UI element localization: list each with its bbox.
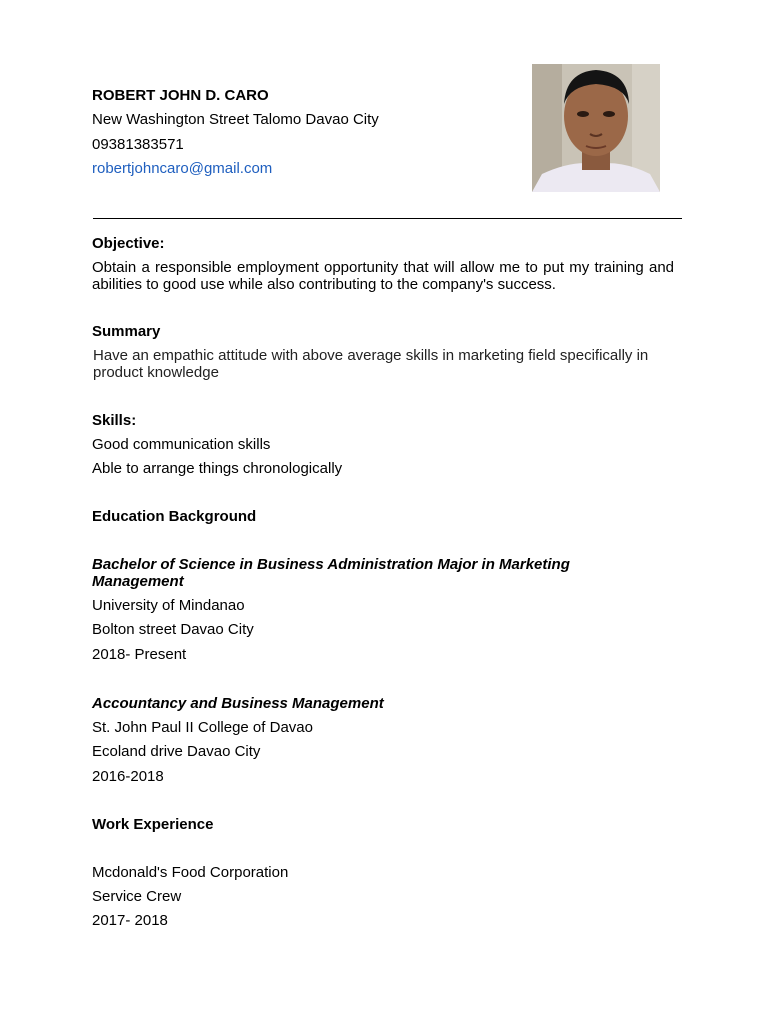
applicant-name: ROBERT JOHN D. CARO [92, 87, 269, 104]
skill-item: Good communication skills [92, 436, 271, 453]
phone-number: 09381383571 [92, 136, 184, 153]
school-years: 2018- Present [92, 646, 187, 663]
school-years: 2016-2018 [92, 768, 164, 785]
school-name: University of Mindanao [92, 597, 245, 614]
skills-heading: Skills: [92, 412, 137, 429]
header-divider [93, 218, 682, 219]
degree-title: Accountancy and Business Management [92, 695, 384, 712]
degree-title: Bachelor of Science in Business Administration Major in Marketing Management [92, 556, 570, 590]
school-address: Ecoland drive Davao City [92, 743, 261, 760]
summary-heading: Summary [92, 323, 161, 340]
work-years: 2017- 2018 [92, 912, 168, 929]
education-heading: Education Background [92, 508, 257, 525]
job-position: Service Crew [92, 888, 182, 905]
objective-text: Obtain a responsible employment opportunity that will allow me to put my training and abilities to good use while also contributing to the company's success. [92, 259, 674, 293]
summary-text: Have an empathic attitude with above average skills in marketing field specifically in product knowledge [93, 347, 649, 381]
address: New Washington Street Talomo Davao City [92, 111, 379, 128]
email-link[interactable]: robertjohncaro@gmail.com [92, 160, 273, 177]
school-address: Bolton street Davao City [92, 621, 254, 638]
objective-heading: Objective: [92, 235, 165, 252]
company-name: Mcdonald's Food Corporation [92, 864, 289, 881]
profile-photo [532, 64, 660, 192]
work-heading: Work Experience [92, 816, 214, 833]
school-name: St. John Paul II College of Davao [92, 719, 313, 736]
skill-item: Able to arrange things chronologically [92, 460, 343, 477]
